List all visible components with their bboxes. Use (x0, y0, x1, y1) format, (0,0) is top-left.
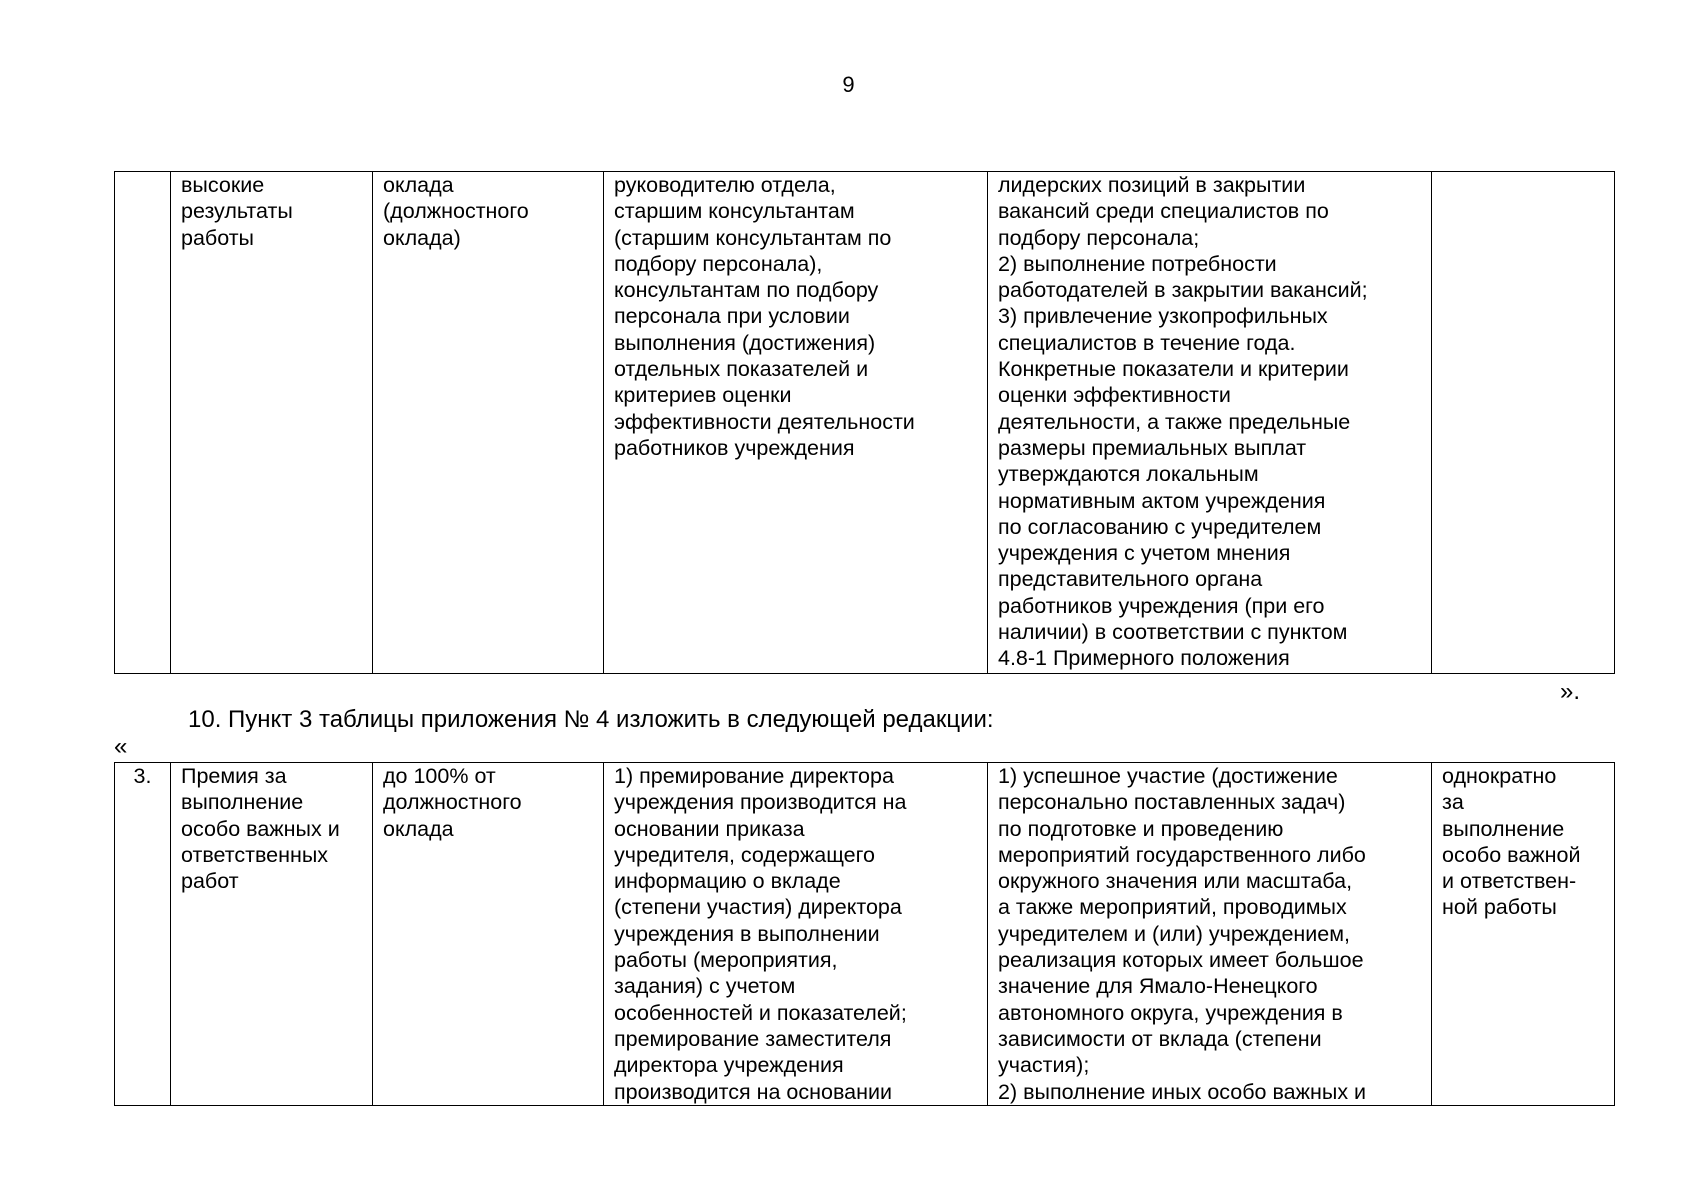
cell-payment-amount: оклада (должностного оклада) (373, 172, 604, 674)
closing-quote: ». (1560, 678, 1581, 705)
cell-payment-periodicity: однократно за выполнение особо важной и ответствен- ной работы (1432, 763, 1615, 1106)
bonus-table-point-3 (114, 762, 1615, 1106)
page-number: 9 (842, 72, 855, 97)
cell-payment-periodicity (1432, 172, 1615, 674)
cell-payment-name: Премия за выполнение особо важных и ответственных работ (171, 763, 373, 1106)
cell-number: 3. (115, 763, 171, 1106)
cell-payment-name: высокие результаты работы (171, 172, 373, 674)
amendment-paragraph: 10. Пункт 3 таблицы приложения № 4 изложить в следующей редакции: (188, 706, 994, 733)
table-row (115, 172, 1615, 674)
cell-payment-conditions: лидерских позиций в закрытии вакансий среди специалистов по подбору персонала; 2) выполнение потребности работодателей в закрытии вакансий; 3) привлечение узкопрофильных специалистов в течение года. Конкретные показатели и критерии оценки эффективности деятельности, а также предельные размеры премиальных выплат утверждаются локальным нормативным актом учреждения по согласованию с учредителем учреждения с учетом мнения представительного органа работников учреждения (при его наличии) в соответствии с пунктом 4.8-1 Примерного положения (988, 172, 1432, 674)
cell-payment-conditions: 1) успешное участие (достижение персонально поставленных задач) по подготовке и проведению мероприятий государственного либо окружного значения или масштаба, а также мероприятий, проводимых учредителем и (или) учреждением, реализация которых имеет большое значение для Ямало-Ненецкого автономного округа, учреждения в зависимости от вклада (степени участия); 2) выполнение иных особо важных и (988, 763, 1432, 1106)
opening-quote: « (114, 733, 128, 760)
cell-number (115, 172, 171, 674)
cell-payment-amount: до 100% от должностного оклада (373, 763, 604, 1106)
bonus-table-continuation (114, 171, 1615, 674)
cell-payment-description: руководителю отдела, старшим консультантам (старшим консультантам по подбору персонала), консультантам по подбору персонала при условии выполнения (достижения) отдельных показателей и критериев оценки эффективности деятельности работников учреждения (604, 172, 988, 674)
cell-payment-description: 1) премирование директора учреждения производится на основании приказа учредителя, содержащего информацию о вкладе (степени участия) директора учреждения в выполнении работы (мероприятия, задания) с учетом особенностей и показателей; премирование заместителя директора учреждения производится на основании (604, 763, 988, 1106)
table-row (115, 763, 1615, 1106)
